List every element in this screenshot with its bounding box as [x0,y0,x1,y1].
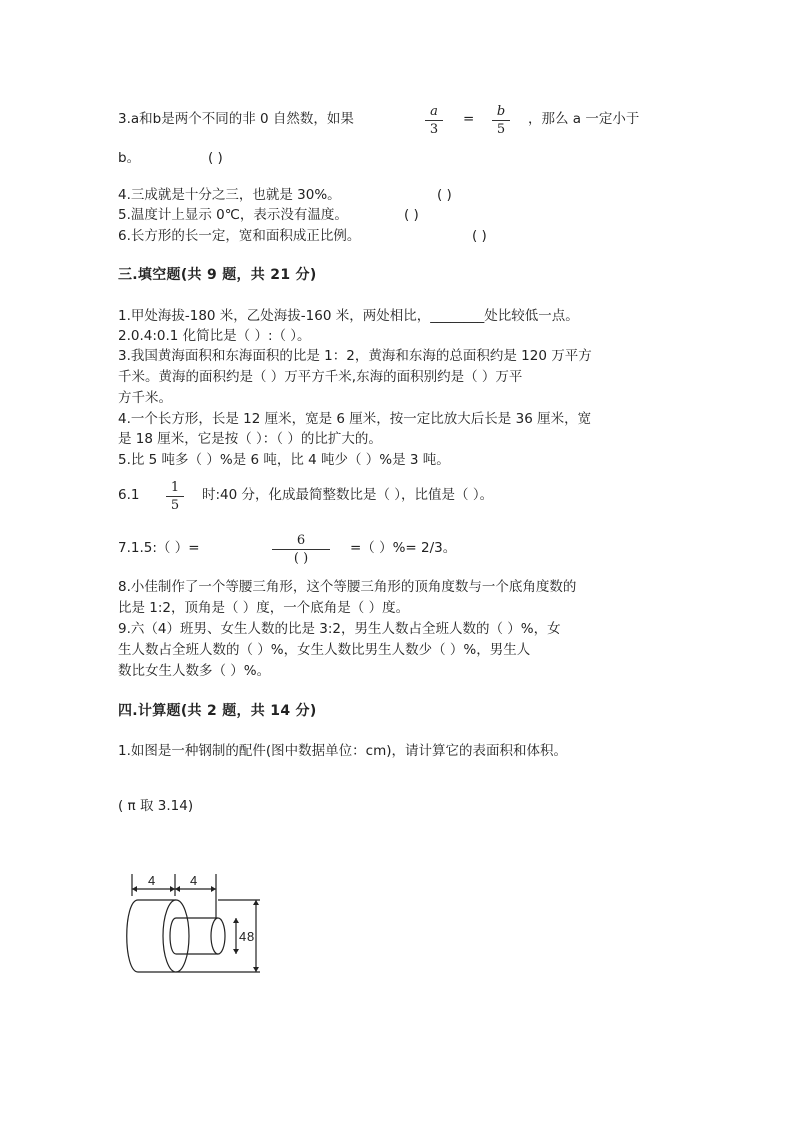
outer-cylinder-face [163,900,189,972]
fraction-b-over-5 [492,104,510,137]
fraction-denominator: 5 [496,122,506,137]
fill-q5: 5.比 5 吨多（ ）%是 6 吨，比 4 吨少（ ）%是 3 吨。 [118,452,450,468]
answer-paren[interactable]: ( ) [472,228,487,244]
fraction-denominator: 5 [170,498,180,513]
fraction-numerator: 6 [296,533,306,548]
outer-cylinder-left-edge [127,900,138,972]
fill-q2: 2.0.4:0.1 化简比是（ ）:（ ）。 [118,328,311,344]
judge-q5-text: 5.温度计上显示 0℃，表示没有温度。 [118,207,348,223]
fill-q1: 1.甲处海拔-180 米，乙处海拔-160 米，两处相比，________处比较低一点。 [118,308,579,324]
judge-q3-text-end: b。 [118,150,141,166]
fraction-bar [166,496,184,497]
fill-q9-line2: 生人数占全班人数的（ ）%，女生人数比男生人数少（ ）%，男生人 [118,642,531,658]
fill-q8-line2: 比是 1:2，顶角是（ ）度，一个底角是（ ）度。 [118,600,410,616]
label-length-right: 4 [190,873,198,888]
fill-q4-line1: 4.一个长方形，长是 12 厘米，宽是 6 厘米，按一定比放大后长是 36 厘米，宽 [118,411,592,427]
fill-q6-prefix: 6.1 [118,487,140,503]
fill-q8-line1: 8.小佳制作了一个等腰三角形，这个等腰三角形的顶角度数与一个底角度数的 [118,579,577,595]
fraction-bar [272,549,330,550]
calc-q1: 1.如图是一种钢制的配件(图中数据单位：cm)，请计算它的表面积和体积。 [118,743,567,759]
label-outer-diameter: 8 [247,929,255,944]
fill-q7-prefix: 7.1.5:（ ）= [118,540,200,556]
fraction-numerator: b [496,104,506,119]
answer-paren[interactable]: ( ) [437,187,452,203]
label-length-left: 4 [148,873,156,888]
fill-q7-text: =（ ）%= 2/3。 [350,540,457,556]
inner-cylinder-face [211,918,225,954]
fraction-numerator: a [430,104,438,119]
fill-q9-line1: 9.六（4）班男、女生人数的比是 3:2，男生人数占全班人数的（ ）%，女 [118,621,561,637]
fraction-numerator: 1 [170,480,180,495]
fraction-6-over-blank [272,533,330,566]
fill-q3-line1: 3.我国黄海面积和东海面积的比是 1：2，黄海和东海的总面积约是 120 万平方 [118,348,592,364]
answer-paren[interactable]: ( ) [404,207,419,223]
section-heading-fill: 三.填空题(共 9 题，共 21 分) [118,267,317,283]
judge-q3-text: 3.a和b是两个不同的非 0 自然数，如果 [118,111,354,127]
fill-q6-text: 时:40 分，化成最简整数比是（ ），比值是（ ）。 [202,487,494,503]
judge-q6-text: 6.长方形的长一定，宽和面积成正比例。 [118,228,361,244]
steel-part-figure [118,866,268,984]
section-heading-calc: 四.计算题(共 2 题，共 14 分) [118,703,317,719]
fraction-bar [492,120,510,121]
answer-paren[interactable]: ( ) [208,150,223,166]
judge-q3-text-cont: ，那么 a 一定小于 [528,111,640,127]
judge-q4-text: 4.三成就是十分之三，也就是 30%。 [118,187,341,203]
fill-q9-line3: 数比女生人数多（ ）%。 [118,663,271,679]
calc-pi-note: ( π 取 3.14) [118,798,194,814]
fraction-bar [425,120,443,121]
fill-q3-line2: 千米。黄海的面积约是（ ）万平方千米,东海的面积别约是（ ）万平 [118,369,523,385]
fill-q3-line3: 方千米。 [118,390,172,406]
fraction-1-over-5 [166,480,184,513]
fraction-denominator: ( ) [293,551,309,566]
equals-sign: = [463,111,475,127]
fraction-denominator: 3 [429,122,439,137]
label-inner-diameter: 4 [239,929,247,944]
fill-q4-line2: 是 18 厘米，它是按（ ）：（ ）的比扩大的。 [118,431,382,447]
fraction-a-over-3 [425,104,443,137]
